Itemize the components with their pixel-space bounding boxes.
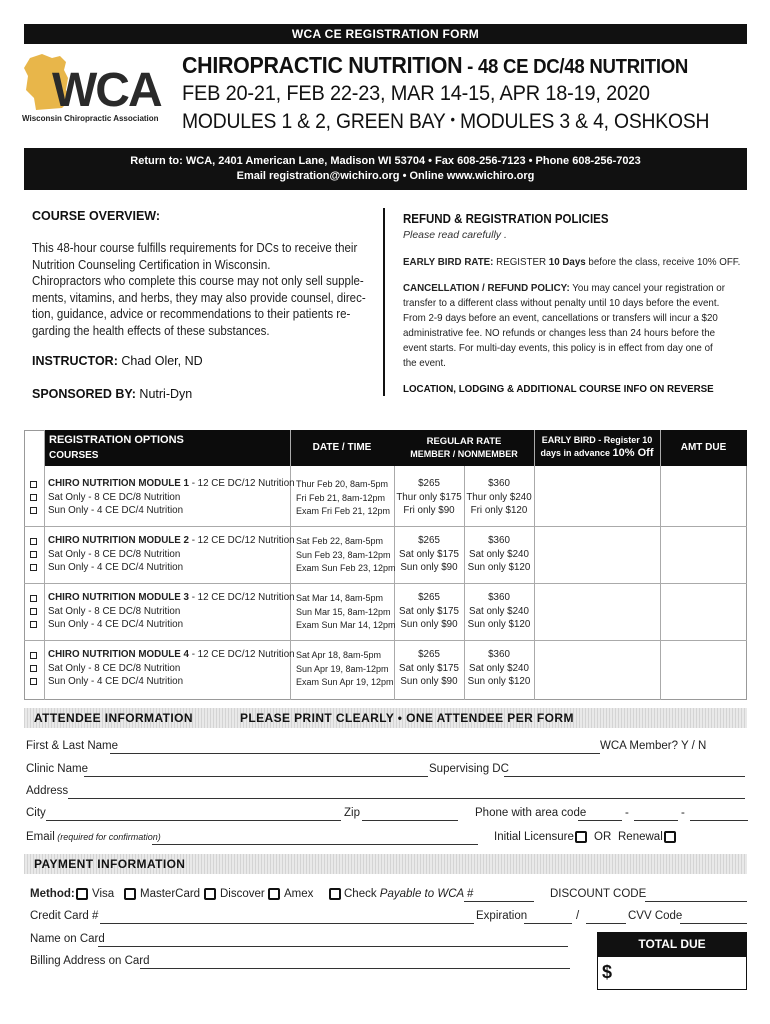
method-label: Method: — [30, 888, 75, 900]
renewal-label: Renewal — [618, 831, 663, 843]
contact-address: Return to: WCA, 2401 American Lane, Madison WI 53704 • Fax 608-256-7123 • Phone 608-256-7023 — [130, 155, 641, 167]
option-checkbox[interactable] — [30, 564, 37, 571]
wca-member-label: WCA Member? Y / N — [600, 740, 707, 752]
header-early-bird-off: days in advance 10% Off — [540, 447, 654, 459]
course-modules: MODULES 1 & 2, GREEN BAY • MODULES 3 & 4, OSHKOSH — [182, 110, 710, 133]
discover-checkbox[interactable] — [204, 888, 216, 900]
amex-checkbox[interactable] — [268, 888, 280, 900]
total-due-label: TOTAL DUE — [597, 932, 747, 957]
logo-caption: Wisconsin Chiropractic Association — [22, 114, 159, 123]
discount-code-label: DISCOUNT CODE — [550, 888, 647, 900]
header-date: DATE / TIME — [312, 442, 372, 453]
billing-address-label: Billing Address on Card — [30, 955, 150, 967]
phone-area-field[interactable] — [578, 820, 622, 821]
phone-label: Phone with area code — [475, 807, 587, 819]
option-checkbox[interactable] — [30, 595, 37, 602]
option-checkbox[interactable] — [30, 621, 37, 628]
table-col-line — [534, 430, 535, 700]
header-options: REGISTRATION OPTIONS — [49, 434, 184, 446]
column-divider — [383, 208, 385, 396]
payment-heading: PAYMENT INFORMATION — [34, 857, 186, 871]
visa-checkbox[interactable] — [76, 888, 88, 900]
mastercard-checkbox[interactable] — [124, 888, 136, 900]
cvv-label: CVV Code — [628, 910, 683, 922]
visa-label: Visa — [92, 888, 115, 900]
course-dates: FEB 20-21, FEB 22-23, MAR 14-15, APR 18-19, 2020 — [182, 82, 650, 105]
cvv-field[interactable] — [680, 923, 747, 924]
city-field[interactable] — [46, 820, 341, 821]
zip-label: Zip — [344, 807, 360, 819]
overview-text: This 48-hour course fulfills requirements for DCs to receive their Nutrition Counseling Certification in Wisconsin. Chiropractors who complete this course may not only sell supple- ments, vitamins, and herbs, they may also provide counsel, direc- tion, guidance, advice or recommendations to their patients re- garding the health effects of these substances. — [32, 241, 366, 338]
option-checkbox[interactable] — [30, 608, 37, 615]
contact-bar — [24, 148, 747, 190]
cancellation-policy: CANCELLATION / REFUND POLICY: You may cancel your registration or transfer to a different class without penalty until 10 days before the event. From 2-9 days before an event, cancellations or transfers will incur a $20 administrative fee. NO refunds or changes less than 24 hours before the event starts. For multi-day events, this policy is in effect from day one of the event. — [403, 282, 725, 369]
instructor: INSTRUCTOR: Chad Oler, ND — [32, 354, 203, 368]
check-label: Check Payable to WCA # — [344, 888, 474, 900]
licensure-checkbox[interactable] — [575, 831, 587, 843]
amex-label: Amex — [284, 888, 314, 900]
attendee-header-bar — [24, 708, 747, 728]
name-on-card-field[interactable] — [98, 946, 568, 947]
billing-address-field[interactable] — [140, 968, 570, 969]
phone-line-field[interactable] — [690, 820, 748, 821]
supervising-label: Supervising DC — [429, 763, 509, 775]
option-checkbox[interactable] — [30, 494, 37, 501]
option-checkbox[interactable] — [30, 678, 37, 685]
exp-month-field[interactable] — [524, 923, 572, 924]
name-on-card-label: Name on Card — [30, 933, 105, 945]
phone-prefix-field[interactable] — [634, 820, 678, 821]
contact-online: Email registration@wichiro.org • Online www.wichiro.org — [236, 170, 535, 182]
option-checkbox[interactable] — [30, 538, 37, 545]
email-field[interactable] — [152, 844, 478, 845]
overview-heading: COURSE OVERVIEW: — [32, 209, 161, 223]
header-early-bird: EARLY BIRD - Register 10 — [541, 435, 653, 445]
option-checkbox[interactable] — [30, 652, 37, 659]
check-number-field[interactable] — [464, 901, 534, 902]
option-checkbox[interactable] — [30, 507, 37, 514]
licensure-label: Initial Licensure — [494, 831, 574, 843]
header-amt-due: AMT DUE — [680, 442, 727, 453]
header-regular-rate: REGULAR RATE — [426, 436, 502, 447]
total-due-dollar: $ — [602, 962, 613, 982]
exp-slash: / — [576, 910, 580, 922]
clinic-label: Clinic Name — [26, 763, 88, 775]
sponsor: SPONSORED BY: Nutri-Dyn — [32, 387, 193, 401]
first-last-label: First & Last Name — [26, 740, 119, 752]
early-bird-policy: EARLY BIRD RATE: REGISTER 10 Days before the class, receive 10% OFF. — [403, 256, 741, 268]
table-row-line — [24, 640, 747, 641]
option-checkbox[interactable] — [30, 551, 37, 558]
mastercard-label: MasterCard — [140, 888, 201, 900]
or-label: OR — [594, 831, 612, 843]
discover-label: Discover — [220, 888, 265, 900]
phone-dash: - — [681, 807, 685, 819]
header-courses: COURSES — [49, 450, 99, 461]
header-member-nonmember: MEMBER / NONMEMBER — [410, 449, 518, 459]
table-row-line — [24, 583, 747, 584]
option-checkbox[interactable] — [30, 665, 37, 672]
address-field[interactable] — [68, 798, 745, 799]
check-checkbox[interactable] — [329, 888, 341, 900]
expiration-label: Expiration — [476, 910, 528, 922]
payment-header-bar — [24, 854, 747, 874]
policies-heading: REFUND & REGISTRATION POLICIES — [403, 212, 609, 226]
credit-card-field[interactable] — [100, 923, 474, 924]
logo-text: WCA — [52, 64, 161, 117]
first-last-field[interactable] — [110, 753, 600, 754]
location-note: LOCATION, LODGING & ADDITIONAL COURSE INFO ON REVERSE — [403, 383, 714, 395]
exp-year-field[interactable] — [586, 923, 626, 924]
credit-card-label: Credit Card # — [30, 910, 99, 922]
supervising-field[interactable] — [504, 776, 745, 777]
print-note: PLEASE PRINT CLEARLY • ONE ATTENDEE PER FORM — [240, 711, 574, 725]
attendee-heading: ATTENDEE INFORMATION — [34, 711, 193, 725]
renewal-checkbox[interactable] — [664, 831, 676, 843]
city-label: City — [26, 807, 46, 819]
table-col-line — [660, 430, 661, 700]
phone-dash: - — [625, 807, 629, 819]
form-title-bar: WCA CE REGISTRATION FORM — [24, 24, 747, 44]
email-label: Email (required for confirmation) — [26, 831, 161, 843]
discount-code-field[interactable] — [645, 901, 747, 902]
policies-note: Please read carefully . — [403, 229, 507, 241]
address-label: Address — [26, 785, 69, 797]
course-title: CHIROPRACTIC NUTRITION - 48 CE DC/48 NUTRITION — [182, 52, 689, 78]
table-col-line — [44, 430, 45, 700]
zip-field[interactable] — [362, 820, 458, 821]
option-checkbox[interactable] — [30, 481, 37, 488]
table-header — [44, 430, 747, 466]
table-row-line — [24, 526, 747, 527]
clinic-field[interactable] — [84, 776, 428, 777]
